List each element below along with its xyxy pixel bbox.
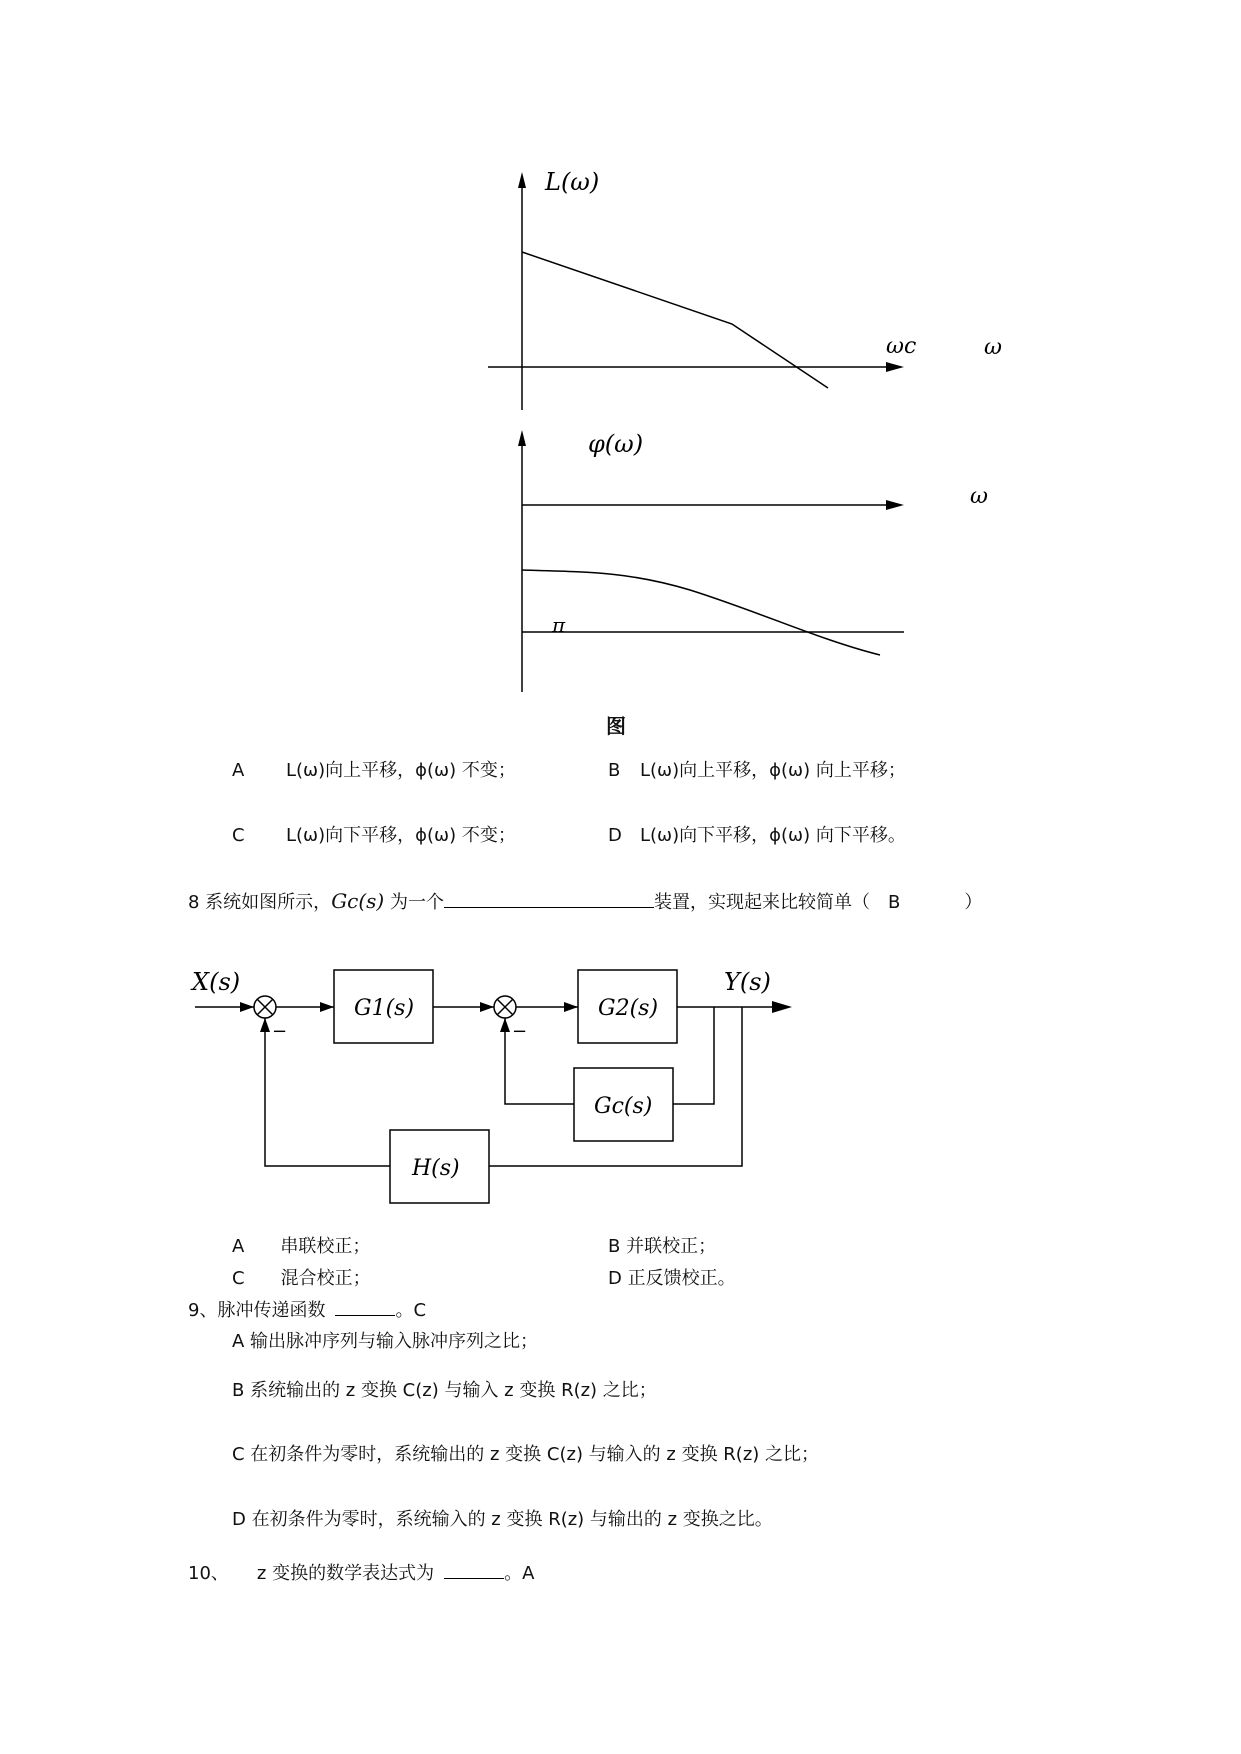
- q7-option-c-letter: C: [232, 825, 245, 846]
- minus-sign-1: −: [272, 1021, 288, 1042]
- q9-answer: 。C: [395, 1300, 427, 1321]
- output-label: Y(s): [724, 968, 771, 996]
- q8-option-d: D 正反馈校正。: [608, 1268, 736, 1289]
- mag-omega-label: ω: [984, 335, 1002, 360]
- g2-label: G2(s): [598, 996, 659, 1021]
- q10-answer: 。A: [504, 1563, 535, 1584]
- phase-x-arrow: [886, 500, 904, 510]
- q7-option-d-text: L(ω)向下平移，ϕ(ω) 向下平移。: [640, 825, 906, 846]
- q8-stem-post: 装置，实现起来比较简单（: [653, 892, 870, 913]
- q8-stem-math: Gc(s): [331, 889, 385, 913]
- omega-c-label: ωc: [886, 334, 917, 359]
- figure-caption: 图: [606, 714, 626, 738]
- phase-y-arrow: [518, 430, 526, 446]
- pi-label: π: [552, 613, 566, 637]
- minus-sign-2: −: [512, 1021, 528, 1042]
- q10-stem-text: z 变换的数学表达式为: [256, 1563, 435, 1584]
- phase-plot: [518, 430, 904, 692]
- mag-y-arrow: [518, 172, 526, 188]
- q9-option-c: C 在初条件为零时，系统输出的 z 变换 C(z) 与输入的 z 变换 R(z) 之比；: [232, 1444, 820, 1465]
- q9-option-b: B 系统输出的 z 变换 C(z) 与输入 z 变换 R(z) 之比；: [232, 1380, 657, 1401]
- mag-label: L(ω): [545, 168, 600, 196]
- g1-label: G1(s): [354, 996, 415, 1021]
- q8-stem-end: ）: [964, 892, 983, 913]
- q8-option-c: C 混合校正；: [232, 1268, 371, 1289]
- q8-stem-mid: 为一个: [384, 892, 444, 913]
- q8-stem-pre: 8 系统如图所示，: [188, 892, 332, 913]
- q9-option-a: A 输出脉冲序列与输入脉冲序列之比；: [232, 1331, 539, 1352]
- input-label: X(s): [192, 968, 241, 996]
- phase-omega-label: ω: [970, 484, 988, 509]
- q7-option-a-letter: A: [232, 760, 245, 781]
- q8-answer: B: [887, 892, 901, 913]
- q9-option-d: D 在初条件为零时，系统输入的 z 变换 R(z) 与输出的 z 变换之比。: [232, 1509, 773, 1530]
- bode-diagram: [0, 0, 1241, 720]
- q8-stem: [188, 890, 982, 914]
- q10-answer-blank: [444, 1564, 504, 1579]
- q8-option-a: A 串联校正；: [232, 1236, 371, 1257]
- h-label: H(s): [412, 1156, 460, 1181]
- q8-option-b: B 并联校正；: [608, 1236, 717, 1257]
- q7-option-b-text: L(ω)向上平移，ϕ(ω) 向上平移；: [640, 760, 906, 781]
- q8-answer-blank: [444, 893, 654, 908]
- q7-option-c-text: L(ω)向下平移，ϕ(ω) 不变；: [286, 825, 516, 846]
- q9-stem-text: 9、脉冲传递函数: [188, 1300, 326, 1321]
- q9-answer-blank: [335, 1301, 395, 1316]
- gc-label: Gc(s): [594, 1094, 653, 1119]
- q9-stem: [188, 1300, 426, 1322]
- mag-x-arrow: [886, 362, 904, 372]
- q10-number: 10、: [188, 1563, 229, 1584]
- magnitude-plot: [488, 172, 904, 410]
- q7-option-d-letter: D: [608, 825, 622, 846]
- q10-stem: [188, 1563, 534, 1585]
- block-diagram: [0, 940, 820, 1210]
- q7-option-b-letter: B: [608, 760, 621, 781]
- phase-curve: [522, 570, 880, 655]
- phase-label: φ(ω): [588, 430, 644, 458]
- q7-option-a-text: L(ω)向上平移，ϕ(ω) 不变；: [286, 760, 516, 781]
